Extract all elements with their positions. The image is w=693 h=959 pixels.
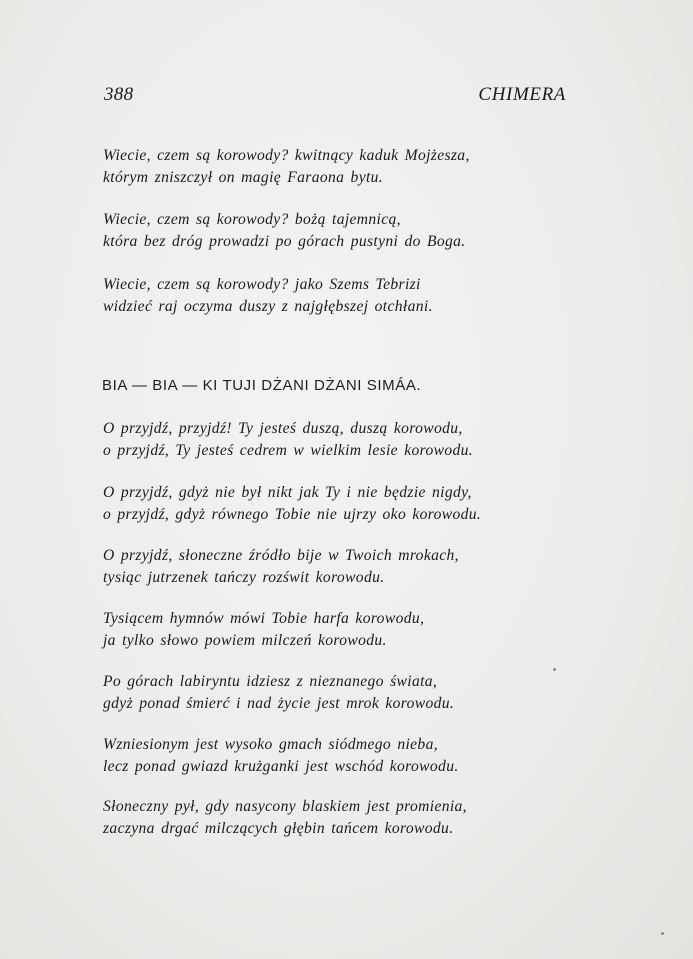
- verse-line: Wiecie, czem są korowody? jako Szems Tebrizi: [103, 276, 421, 293]
- paper-speck: [661, 932, 664, 935]
- page-number: 388: [104, 84, 134, 105]
- verse-line: lecz ponad gwiazd krużganki jest wschód korowodu.: [103, 758, 459, 775]
- journal-title: CHIMERA: [478, 84, 566, 105]
- verse-line: o przyjdź, Ty jesteś cedrem w wielkim lesie korowodu.: [103, 442, 474, 459]
- verse-line: ja tylko słowo powiem milczeń korowodu.: [103, 632, 387, 649]
- verse-line: O przyjdź, przyjdź! Ty jesteś duszą, duszą korowodu,: [103, 420, 463, 437]
- stanza: [103, 796, 573, 840]
- running-head: [104, 84, 566, 108]
- stanza: [103, 418, 573, 462]
- section-heading: BIA — BIA — KI TUJI DŻANI DŻANI SIMÁA.: [102, 377, 422, 394]
- verse-line: zaczyna drgać milczących głębin tańcem korowodu.: [103, 820, 454, 837]
- verse-line: tysiąc jutrzenek tańczy rozświt korowodu.: [103, 569, 385, 586]
- stanza: [103, 671, 573, 715]
- verse-line: widzieć raj oczyma duszy z najgłębszej otchłani.: [103, 298, 433, 315]
- verse-line: gdyż ponad śmierć i nad życie jest mrok korowodu.: [103, 695, 455, 712]
- verse-line: o przyjdź, gdyż równego Tobie nie ujrzy oko korowodu.: [103, 506, 482, 523]
- stanza: [103, 545, 573, 589]
- verse-line: Tysiącem hymnów mówi Tobie harfa korowodu,: [103, 610, 425, 627]
- stanza: [103, 482, 573, 526]
- verse-line: O przyjdź, słoneczne źródło bije w Twoich mrokach,: [103, 547, 459, 564]
- verse-line: Wiecie, czem są korowody? kwitnący kaduk Mojżesza,: [103, 147, 470, 164]
- stanza: [103, 145, 573, 189]
- verse-line: O przyjdź, gdyż nie był nikt jak Ty i nie będzie nigdy,: [103, 484, 472, 501]
- stanza: [103, 274, 573, 318]
- stanza: [103, 734, 573, 778]
- verse-line: Po górach labiryntu idziesz z nieznanego świata,: [103, 673, 438, 690]
- verse-line: która bez dróg prowadzi po górach pustyni do Boga.: [103, 233, 466, 250]
- verse-line: Wzniesionym jest wysoko gmach siódmego nieba,: [103, 736, 438, 753]
- stanza: [103, 209, 573, 253]
- paper-speck: [553, 668, 556, 671]
- stanza: [103, 608, 573, 652]
- verse-line: Słoneczny pył, gdy nasycony blaskiem jest promienia,: [103, 798, 467, 815]
- verse-line: którym zniszczył on magię Faraona bytu.: [103, 169, 384, 186]
- verse-line: Wiecie, czem są korowody? bożą tajemnicą,: [103, 211, 401, 228]
